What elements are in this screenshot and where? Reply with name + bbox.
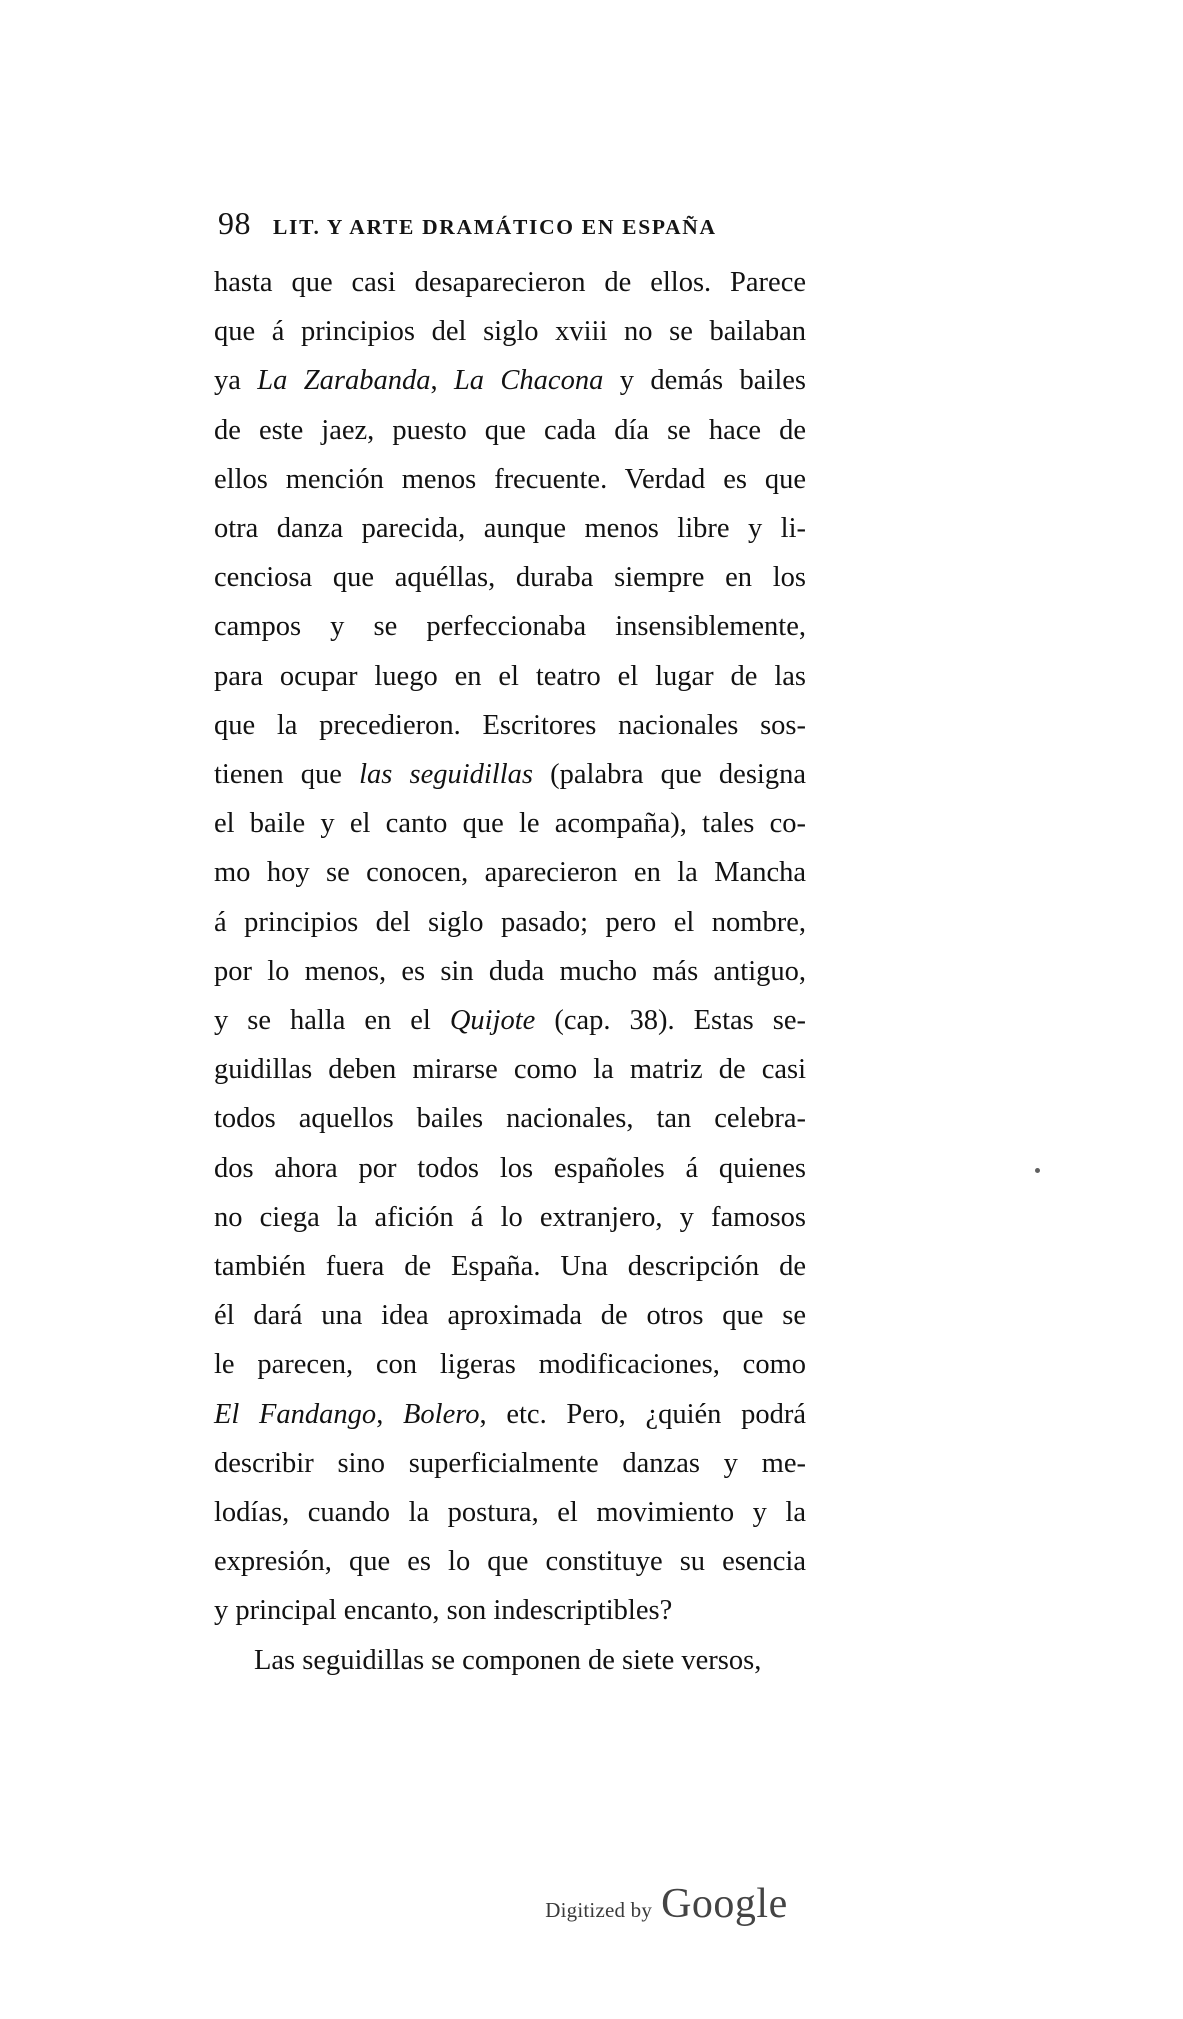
text-line: por lo menos, es sin duda mucho más antiguo, xyxy=(214,955,806,987)
paragraph-new xyxy=(214,1636,806,1685)
text-line: cenciosa que aquéllas, duraba siempre en los xyxy=(214,562,806,594)
text-line: de este jaez, puesto que cada día se hace de xyxy=(214,414,806,446)
text-line: le parecen, con ligeras modificaciones, como xyxy=(214,1349,806,1381)
text-line: también fuera de España. Una descripción de xyxy=(214,1251,806,1283)
text-line: expresión, que es lo que constituye su esencia xyxy=(214,1546,806,1578)
text-line: dos ahora por todos los españoles á quienes xyxy=(214,1152,806,1184)
digitized-by-label: Digitized by xyxy=(545,1898,653,1922)
text-line: describir sino superficialmente danzas y me- xyxy=(214,1447,806,1479)
text-line: ya La Zarabanda, La Chacona y demás bailes xyxy=(214,365,806,397)
text-line: guidillas deben mirarse como la matriz de casi xyxy=(214,1054,806,1086)
text-line: el baile y el canto que le acompaña), tales co- xyxy=(214,808,806,840)
text-line: todos aquellos bailes nacionales, tan celebra- xyxy=(214,1103,806,1135)
text-line: tienen que las seguidillas (palabra que designa xyxy=(214,759,806,791)
running-head xyxy=(218,205,918,242)
running-head-title: LIT. Y ARTE DRAMÁTICO EN ESPAÑA xyxy=(273,215,717,239)
text-line: y principal encanto, son indescriptibles? xyxy=(214,1595,673,1627)
text-line: que á principios del siglo xviii no se bailaban xyxy=(214,316,807,348)
scan-footer xyxy=(0,1880,1183,1928)
text-line: lodías, cuando la postura, el movimiento y la xyxy=(214,1497,806,1529)
digitized-by-credit xyxy=(545,1880,787,1928)
text-line: para ocupar luego en el teatro el lugar de las xyxy=(214,660,806,692)
body-text xyxy=(214,258,806,1685)
page-number: 98 xyxy=(218,205,251,241)
ink-speck xyxy=(1035,1168,1040,1173)
text-line: y se halla en el Quijote (cap. 38). Estas se- xyxy=(214,1005,806,1037)
text-line: mo hoy se conocen, aparecieron en la Mancha xyxy=(214,857,806,889)
text-line: á principios del siglo pasado; pero el nombre, xyxy=(214,906,806,938)
text-line: campos y se perfeccionaba insensiblemente, xyxy=(214,611,806,643)
paragraph-continued xyxy=(214,258,806,1636)
text-line: ellos mención menos frecuente. Verdad es que xyxy=(214,463,806,495)
google-wordmark: Google xyxy=(661,1881,788,1927)
text-line: El Fandango, Bolero, etc. Pero, ¿quién podrá xyxy=(214,1398,806,1430)
text-line: hasta que casi desaparecieron de ellos. Parece xyxy=(214,267,806,298)
text-line: no ciega la afición á lo extranjero, y famosos xyxy=(214,1201,806,1233)
text-line: Las seguidillas se componen de siete versos, xyxy=(254,1644,762,1676)
text-line: él dará una idea aproximada de otros que se xyxy=(214,1300,806,1332)
text-line: que la precedieron. Escritores nacionales sos- xyxy=(214,709,806,741)
text-line: otra danza parecida, aunque menos libre y li- xyxy=(214,513,806,545)
